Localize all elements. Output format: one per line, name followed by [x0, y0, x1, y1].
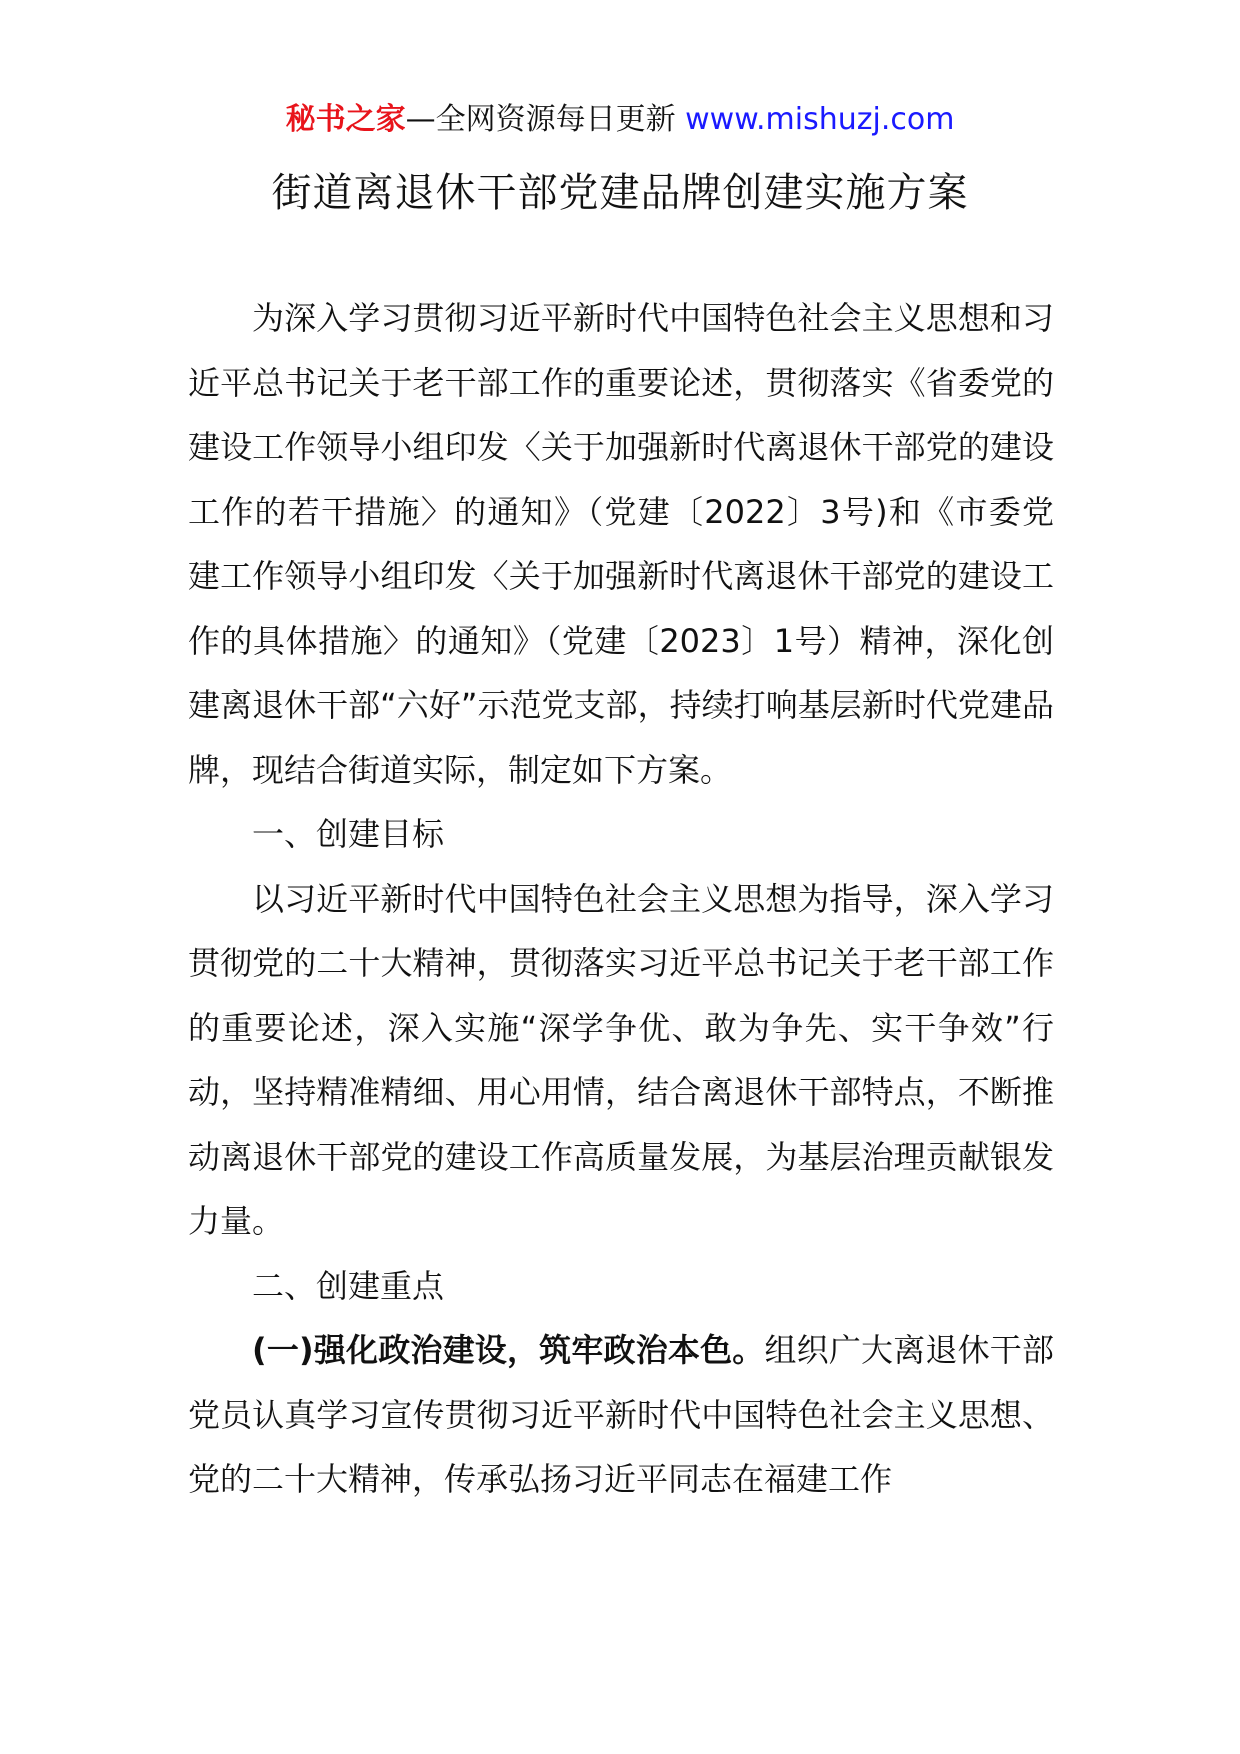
site-banner [0, 100, 1240, 140]
document-title: 街道离退休干部党建品牌创建实施方案 [271, 170, 969, 216]
site-url-link[interactable]: www.mishuzj.com [685, 102, 955, 137]
section-heading-goals: 一、创建目标 [252, 815, 445, 853]
document-body [188, 286, 1054, 1512]
section-heading-focus: 二、创建重点 [252, 1266, 445, 1305]
banner-tagline: —全网资源每日更新 [405, 102, 686, 137]
intro-paragraph: 为深入学习贯彻习近平新时代中国特色社会主义思想和习近平总书记关于老干部工作的重要论述，贯彻落实《省委党的建设工作领导小组印发〈关于加强新时代离退休干部党的建设工作的若干措施〉的通知》（党建〔2022〕3号)和《市委党建工作领导小组印发〈关于加强新时代离退休干部党的建设工作的具体措施〉的通知》（党建〔2023〕1号）精神，深化创建离退休干部“六好”示范党支部，持续打响基层新时代党建品牌，现结合街道实际，制定如下方案。 [188, 299, 1054, 789]
focus-item-1-lead: (一)强化政治建设，筑牢政治本色。 [252, 1331, 765, 1369]
focus-item-1-body: 组织广大离退休干部党员认真学习宣传贯彻习近平新时代中国特色社会主义思想、党的二十大精神，传承弘扬习近平同志在福建工作 [188, 1331, 1054, 1498]
brand-name: 秘书之家 [285, 102, 406, 137]
goals-paragraph: 以习近平新时代中国特色社会主义思想为指导，深入学习贯彻党的二十大精神，贯彻落实习近平总书记关于老干部工作的重要论述，深入实施“深学争优、敢为争先、实干争效”行动，坚持精准精细、用心用情，结合离退休干部特点，不断推动离退休干部党的建设工作高质量发展，为基层治理贡献银发力量。 [188, 879, 1054, 1240]
focus-item-1-paragraph [188, 1318, 1054, 1512]
